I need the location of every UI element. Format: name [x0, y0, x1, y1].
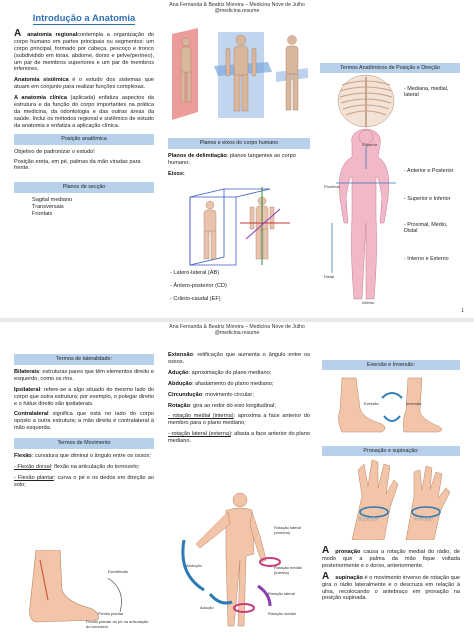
rot-lateral-paragraph [168, 431, 310, 445]
foot-label-dorsiflexao: Dorsiflexão [108, 569, 129, 574]
supinacao-dropcap: A [322, 570, 330, 582]
page-header-2 [0, 324, 474, 336]
eixos-list [170, 270, 310, 303]
abducao-text: : afastamento do plano mediano; [191, 380, 274, 387]
plantar-paragraph [14, 475, 154, 489]
delimitacao-paragraph [168, 153, 310, 167]
ipsilateral-text: : refere-se a algo situado do mesmo lado do corpo que outra estrutura; por exemplo, o polegar direito e o hálux direito são ipsilaterais. [14, 386, 154, 407]
fig-label-inferior: Inferior [362, 300, 375, 305]
axes-figure [180, 183, 298, 267]
flexao-paragraph [14, 453, 154, 460]
eixo-ef: - Crânio-caudal (EF) [170, 295, 221, 302]
dorsal-paragraph [14, 464, 154, 471]
aducao-paragraph [168, 370, 310, 377]
bilaterais-paragraph [14, 369, 154, 383]
termo-superior: - Superior e Inferior [404, 196, 451, 202]
supinacao-text: é o movimento inverso de rotação que gira o rádio lateralmente e o descruza em relação à ulna, recolocando o antebraço em pronação na posição supinada. [322, 574, 460, 602]
extensao-paragraph [168, 352, 310, 366]
planos-band: Planos de secção [14, 182, 154, 193]
contralateral-text: significa que está no lado do corpo oposto a outra estrutura; a mão direita é contralateral à mão esquerda. [14, 411, 154, 432]
termo-interno: - Interno e Externo [404, 256, 449, 262]
rot-medial-text: : aproxima a face anterior do membro para o plano mediano; [168, 413, 310, 427]
sistemica-paragraph [14, 77, 154, 91]
extensao-bold: Extensão [168, 352, 193, 358]
abducao-paragraph [168, 381, 310, 388]
foot-label-plantar: Flexão plantar [98, 611, 124, 616]
lateralidade-band: Termos de lateralidade: [14, 354, 154, 365]
left-column [14, 13, 155, 218]
pronacao-paragraph [322, 545, 460, 570]
pronacao-label: Pronação [414, 516, 432, 521]
abducao-bold: Abdução [168, 380, 192, 387]
rotacao-text: : gira ao redor do eixo longitudinal; [190, 402, 276, 409]
rot-lateral-underline: - rotação lateral (externa) [168, 431, 231, 438]
header-authors-2: Ana Fernanda & Beatriz Moreira – Medicina Nove de Julho [169, 324, 305, 330]
posicao-objective: Objetivo de padronizar o estudo! [14, 148, 95, 155]
rot-medial-underline: - rotação medial (interna) [168, 413, 234, 420]
pronacao-band: Pronação e supinação: [322, 446, 460, 456]
eversion-inversion-figure [322, 370, 460, 436]
right-column-2 [322, 545, 460, 606]
dorsal-underline: - Flexão dorsal [14, 463, 51, 470]
movimento-band: Termos de Movimento [14, 438, 154, 449]
pronation-supination-figure [322, 456, 460, 540]
eversao-label: Eversão [364, 401, 379, 406]
foot-flexion-figure [16, 550, 152, 630]
center-column-2 [168, 352, 310, 449]
termo-proximal: - Proximal, Médio, Distal [404, 222, 448, 235]
rotacao-paragraph [168, 403, 310, 410]
header-handle: @medicina.resume [214, 8, 260, 15]
clinica-text: (aplicada) enfatiza aspectos da estrutura e da função do corpo importantes na prática da medicina, da odontologia e das outras áreas da saúde. Inclui os métodos regional e sistêmico de estudo da anatomia e enfatiza a aplicação clínica. [14, 95, 154, 129]
eixos-label: Eixos: [168, 170, 185, 177]
intro-dropcap: A [14, 27, 22, 39]
supinacao-bold: supinação [335, 574, 363, 581]
clinica-bold: A anatomia clínica [14, 95, 67, 102]
posicao-band: Posição anatômica [14, 134, 154, 145]
ipsilateral-paragraph [14, 387, 154, 408]
flexao-bold: Flexão [14, 453, 32, 460]
bilaterais-bold: Bilaterais [14, 368, 40, 375]
pronacao-dropcap: A [322, 545, 330, 556]
delimitacao-bold: Planos de delimitação [168, 152, 227, 159]
planos-item: Frontais [32, 211, 53, 218]
clinica-paragraph [14, 95, 154, 130]
circunducao-text: : movimento circular; [202, 391, 254, 398]
plantar-underline: - Flexão plantar [14, 474, 54, 481]
aducao-text: : aproximação do plano mediano; [188, 369, 272, 376]
rotation-body-figure [170, 490, 310, 630]
header-handle-2: @medicina.resume [214, 330, 260, 337]
foot-label-caption: Flexão plantar do pé na articulação do tornozelo [86, 619, 149, 629]
planos-item: Transversais [32, 204, 64, 211]
supinacao-paragraph [322, 570, 460, 603]
termo-anterior: - Anterior e Posterior [404, 168, 454, 174]
bilaterais-text: : estruturas pares que têm elementos direito e esquerdo, como os rins. [14, 368, 154, 382]
planos-list [14, 197, 154, 218]
ipsilateral-bold: Ipsilateral [14, 386, 41, 393]
flexao-text: : curvatura que diminui o ângulo entre os ossos; [31, 453, 151, 460]
sistemica-bold: Anatomia sistêmica [14, 77, 69, 84]
anatomical-terms-figure [322, 73, 404, 309]
pronacao-bold: pronação [335, 549, 361, 555]
center-column [168, 136, 310, 178]
termo-mediana: - Mediana, medial, lateral [404, 86, 449, 99]
planos-item: Sagital mediano [32, 197, 73, 204]
plantar-text: : curva o pé e os dedos em direção ao solo; [14, 474, 154, 488]
page-2 [0, 322, 474, 632]
aducao-bold: Adução [168, 369, 189, 376]
pronacao-text: causa a rotação medial do rádio, de modo que a palma da mão fique voltada posteriormente e o dorso, anteriormente. [322, 549, 460, 569]
body-label-rot-lat-ext: Rotação lateral (externa) [274, 525, 301, 535]
fig-label-distal: Distal [324, 274, 335, 279]
fig-label-superior: Superior [362, 142, 378, 147]
body-label-aducao: Adução [200, 605, 214, 610]
header-authors: Ana Fernanda & Beatriz Moreira – Medicina Nove de Julho [169, 2, 305, 8]
termos-band: Termos Anatômicos de Posição e Direção [320, 63, 460, 73]
supinacao-label: Supinação [358, 516, 378, 521]
sistemica-text: é o estudo dos sistemas que atuam em conjunto para realizar funções complexas. [14, 77, 154, 91]
eixo-cd: - Ântero-posterior (CD) [170, 282, 227, 289]
intro-paragraph [14, 27, 155, 73]
contralateral-bold: Contralateral [14, 411, 49, 418]
rot-lateral-text: : afasta a face anterior do plano mediano. [168, 431, 310, 445]
contralateral-paragraph [14, 411, 154, 432]
circunducao-bold: Circundução [168, 391, 203, 398]
page-title: Introdução a Anatomia [32, 13, 136, 24]
fig-label-proximal: Proximal [324, 184, 340, 189]
eixo-ab: - Latero-lateral (AB) [170, 270, 220, 276]
intro-text: contempla a organização do corpo humano em partes principais ou segmentos: um corpo principal, formado por cabeça, pescoço e tronco (subdividido em tórax, abdome, dorso e pelve/períneo), um par de membros superiores e um par de membros inferiores. [14, 31, 155, 73]
extensao-text: : retificação que aumenta o ângulo entre os ossos. [168, 352, 310, 365]
left-column-2 [14, 352, 154, 493]
body-label-rot-lat: Rotação lateral [268, 591, 295, 596]
circunducao-paragraph [168, 392, 310, 399]
dorsal-text: : flexão na articulação do tornozelo; [51, 463, 140, 470]
body-label-abducao: Abdução [186, 563, 202, 568]
rot-medial-paragraph [168, 413, 310, 427]
posicao-description: Posição ereta, em pé, palmas da mão viradas para frente. [14, 158, 141, 172]
eversao-band: Eversão e Inversão: [322, 360, 460, 370]
eixos-band: Planos e eixos do corpo humano [168, 138, 310, 149]
body-planes-figure [168, 26, 310, 126]
body-label-rot-med: Rotação medial [268, 611, 296, 616]
body-label-rot-med-int: Rotação medial (interna) [274, 565, 302, 575]
rotacao-bold: Rotação [168, 402, 191, 409]
delimitacao-text: : planos tangentes ao corpo humano; [168, 152, 296, 166]
inversao-label: Inversão [406, 401, 422, 406]
page-number: 1 [461, 308, 464, 314]
intro-bold: anatomia regional [27, 31, 78, 38]
